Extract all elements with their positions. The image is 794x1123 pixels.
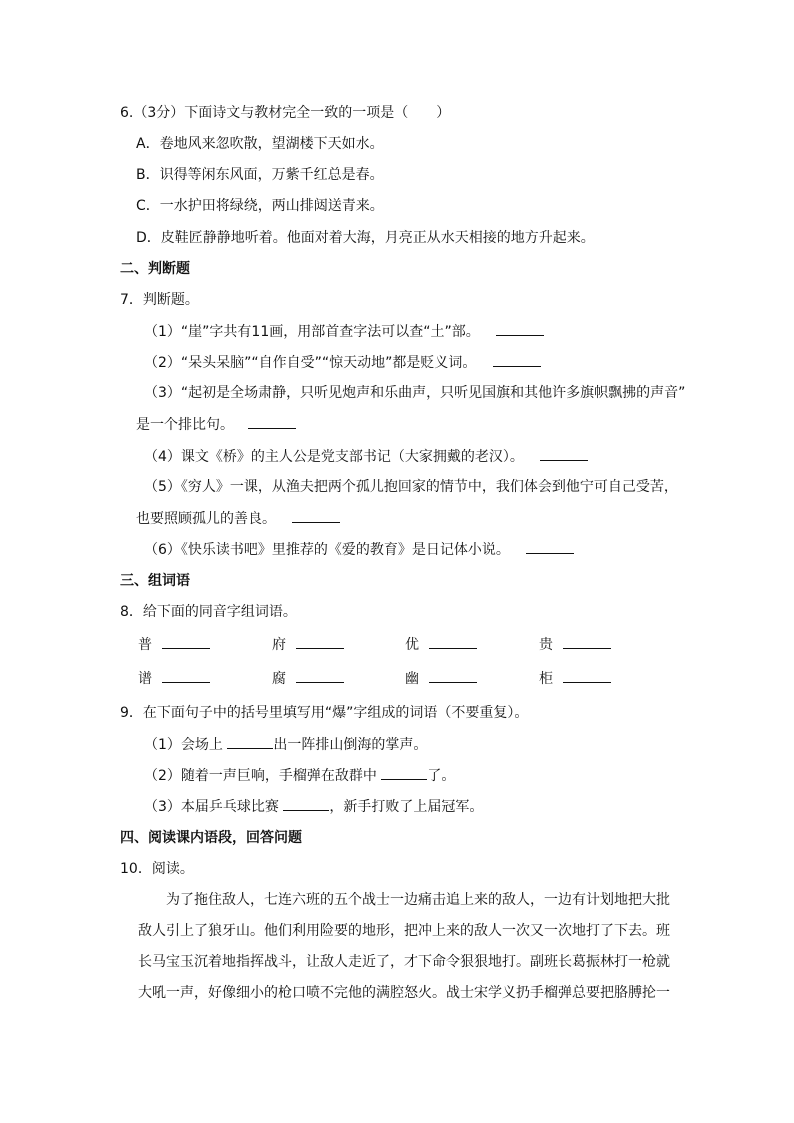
word-group-char: 优 <box>405 637 419 653</box>
question-7-item-3-cont-text: 是一个排比句。 <box>136 417 234 433</box>
word-group-item <box>539 634 611 655</box>
question-6-option-c: C．一水护田将绿绕，两山排闼送青来。 <box>136 198 384 214</box>
answer-blank[interactable] <box>296 668 344 683</box>
question-8-stem: 8．给下面的同音字组词语。 <box>120 604 297 620</box>
sentence-text: （3）本届乒乓球比赛 <box>144 799 284 815</box>
sentence-text: （1）会场上 <box>144 737 228 753</box>
question-7-item-5-cont-text: 也要照顾孤儿的善良。 <box>136 511 276 527</box>
passage-line: 敌人引上了狼牙山。他们利用险要的地形，把冲上来的敌人一次又一次地打了下去。班 <box>138 923 670 939</box>
question-6-stem: 6.（3分）下面诗文与教材完全一致的一项是（ ） <box>120 105 451 121</box>
word-group-item <box>405 634 477 655</box>
sentence-text: 出一阵排山倒海的掌声。 <box>273 737 428 753</box>
question-7-item-4 <box>144 446 588 467</box>
question-9-sentence-1 <box>144 734 427 755</box>
word-group-char: 幽 <box>405 671 419 687</box>
question-7-item-1-text: （1）“崖”字共有11画，用部首查字法可以查“土”部。 <box>144 324 480 340</box>
question-6-option-b: B．识得等闲东风面，万紫千红总是春。 <box>136 167 384 183</box>
question-7-item-3-cont <box>136 414 296 435</box>
answer-blank[interactable] <box>429 668 477 683</box>
word-group-char: 腐 <box>272 671 286 687</box>
answer-blank[interactable] <box>563 668 611 683</box>
question-7-item-3: （3）“起初是全场肃静，只听见炮声和乐曲声，只听见国旗和其他许多旗帜飘拂的声音” <box>144 385 686 401</box>
answer-blank[interactable] <box>227 734 273 749</box>
answer-blank[interactable] <box>381 765 427 780</box>
answer-blank[interactable] <box>283 796 329 811</box>
question-7-item-5: （5）《穷人》一课，从渔夫把两个孤儿抱回家的情节中，我们体会到他宁可自己受苦， <box>144 479 678 495</box>
question-9-sentence-3 <box>144 796 483 817</box>
answer-blank[interactable] <box>296 634 344 649</box>
word-group-item <box>272 634 344 655</box>
question-9-sentence-2 <box>144 765 455 786</box>
word-group-char: 谱 <box>138 671 152 687</box>
answer-blank[interactable] <box>540 446 588 461</box>
answer-blank[interactable] <box>162 668 210 683</box>
question-7-item-5-cont <box>136 508 340 529</box>
passage-line: 为了拖住敌人，七连六班的五个战士一边痛击追上来的敌人，一边有计划地把大批 <box>138 892 670 908</box>
question-7-stem: 7．判断题。 <box>120 292 199 308</box>
section-4-title: 四、阅读课内语段，回答问题 <box>120 830 302 846</box>
question-7-item-2 <box>144 352 541 373</box>
answer-blank[interactable] <box>292 508 340 523</box>
answer-blank[interactable] <box>162 634 210 649</box>
word-group-item <box>138 634 210 655</box>
word-group-item <box>539 668 611 689</box>
reading-passage <box>138 885 670 1009</box>
answer-blank[interactable] <box>496 321 544 336</box>
answer-blank[interactable] <box>429 634 477 649</box>
question-6-option-a: A．卷地风来忽吹散，望湖楼下天如水。 <box>136 136 384 152</box>
word-group-item <box>138 668 210 689</box>
question-7-item-6 <box>144 539 574 560</box>
passage-line: 大吼一声，好像细小的枪口喷不完他的满腔怒火。战士宋学义扔手榴弹总要把胳膊抡一 <box>138 985 670 1001</box>
answer-blank[interactable] <box>563 634 611 649</box>
sentence-text: 了。 <box>427 768 456 784</box>
answer-blank[interactable] <box>248 414 296 429</box>
sentence-text: （2）随着一声巨响，手榴弹在敌群中 <box>144 768 382 784</box>
word-group-char: 柜 <box>539 671 553 687</box>
question-9-stem: 9．在下面句子中的括号里填写用“爆”字组成的词语（不要重复）。 <box>120 705 529 721</box>
question-7-item-6-text: （6）《快乐读书吧》里推荐的《爱的教育》是日记体小说。 <box>144 542 510 558</box>
passage-line: 长马宝玉沉着地指挥战斗，让敌人走近了，才下命令狠狠地打。副班长葛振林打一枪就 <box>138 954 670 970</box>
word-group-char: 普 <box>138 637 152 653</box>
question-7-item-2-text: （2）“呆头呆脑”“自作自受”“惊天动地”都是贬义词。 <box>144 355 477 371</box>
answer-blank[interactable] <box>493 352 541 367</box>
sentence-text: ，新手打败了上届冠军。 <box>329 799 484 815</box>
answer-blank[interactable] <box>526 539 574 554</box>
word-group-item <box>405 668 477 689</box>
word-group-item <box>272 668 344 689</box>
word-group-char: 府 <box>272 637 286 653</box>
question-7-item-4-text: （4）课文《桥》的主人公是党支部书记（大家拥戴的老汉）。 <box>144 449 524 465</box>
word-group-char: 贵 <box>539 637 553 653</box>
section-2-title: 二、判断题 <box>120 261 190 277</box>
question-6-option-d: D．皮鞋匠静静地听着。他面对着大海，月亮正从水天相接的地方升起来。 <box>136 230 595 246</box>
section-3-title: 三、组词语 <box>120 573 190 589</box>
question-7-item-1 <box>144 321 544 342</box>
question-10-stem: 10．阅读。 <box>120 861 194 877</box>
